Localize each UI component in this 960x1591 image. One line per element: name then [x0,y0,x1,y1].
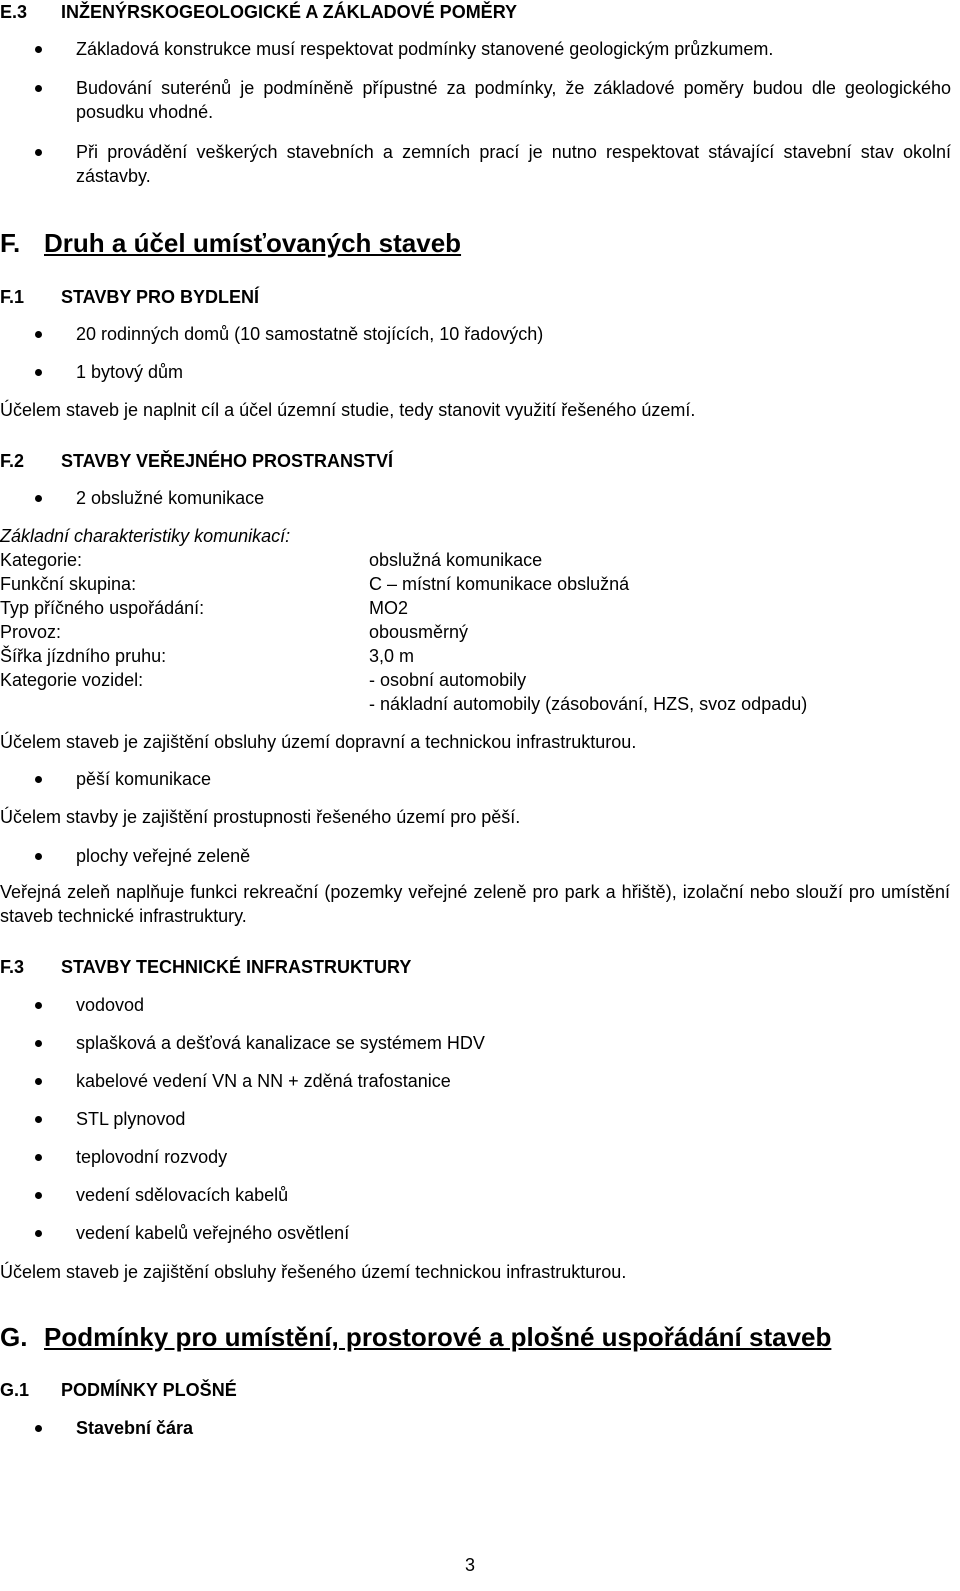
bullet-icon [35,331,42,338]
section-number: F.1 [0,287,25,307]
section-title: STAVBY VEŘEJNÉHO PROSTRANSTVÍ [61,451,394,471]
list-item-text: plochy veřejné zeleně [76,846,251,866]
bullet-icon [35,1002,42,1009]
characteristic-row-continued [0,692,960,716]
bullet-icon [35,1078,42,1085]
chapter-title: Druh a účel umísťovaných staveb [44,228,462,258]
bullet-icon [35,853,42,860]
bullet-icon [35,1230,42,1237]
bullet-icon [35,46,42,53]
characteristic-label: Funkční skupina: [0,574,137,594]
list-item-text: teplovodní rozvody [76,1147,228,1167]
characteristics-heading: Základní charakteristiky komunikací: [0,526,291,546]
list-item-text: Stavební čára [76,1418,194,1438]
list-item-text: vedení sdělovacích kabelů [76,1185,289,1205]
list-item-text: vedení kabelů veřejného osvětlení [76,1223,350,1243]
section-number: E.3 [0,2,28,22]
section-number: F.3 [0,957,25,977]
section-heading-f2 [0,449,960,473]
page-number: 3 [465,1555,476,1575]
characteristic-label: Typ příčného uspořádání: [0,598,205,618]
characteristic-row [0,572,960,596]
characteristic-value: - osobní automobily [369,670,527,690]
chapter-number: F. [0,228,21,258]
list-item-text: Budování suterénů je podmíněně přípustné za podmínky, že základové poměry budou dle geologického posudku vhodné. [76,78,951,122]
characteristic-row [0,620,960,644]
section-number: F.2 [0,451,25,471]
bullet-icon [35,1154,42,1161]
characteristic-label: Šířka jízdního pruhu: [0,646,167,666]
characteristic-row [0,644,960,668]
characteristic-row [0,548,960,572]
paragraph: Účelem staveb je zajištění obsluhy území dopravní a technickou infrastrukturou. [0,732,637,752]
section-title: STAVBY TECHNICKÉ INFRASTRUKTURY [61,957,412,977]
bullet-icon [35,776,42,783]
chapter-heading-g [0,1322,960,1352]
chapter-title: Podmínky pro umístění, prostorové a plošné uspořádání staveb [44,1322,832,1352]
characteristic-value: obousměrný [369,622,469,642]
characteristic-value: MO2 [369,598,409,618]
section-heading-e3 [0,0,960,24]
section-heading-f1 [0,285,960,309]
paragraph: Účelem stavby je zajištění prostupnosti řešeného území pro pěší. [0,807,521,827]
paragraph: Účelem staveb je zajištění obsluhy řešeného území technickou infrastrukturou. [0,1262,627,1282]
characteristic-row [0,596,960,620]
section-title: INŽENÝRSKOGEOLOGICKÉ A ZÁKLADOVÉ POMĚRY [61,2,518,22]
bullet-icon [35,85,42,92]
list-item-text: Při provádění veškerých stavebních a zemních prací je nutno respektovat stávající stavební stav okolní zástavby. [76,142,951,186]
list-item-text: kabelové vedení VN a NN + zděná trafostanice [76,1071,451,1091]
section-heading-g1 [0,1378,960,1402]
list-item-text: 2 obslužné komunikace [76,488,265,508]
section-title: STAVBY PRO BYDLENÍ [61,287,260,307]
list-item-text: splašková a dešťová kanalizace se systémem HDV [76,1033,485,1053]
list-item-text: vodovod [76,995,145,1015]
section-number: G.1 [0,1380,30,1400]
section-heading-f3 [0,955,960,979]
paragraph: Veřejná zeleň naplňuje funkci rekreační (pozemky veřejné zeleně pro park a hřiště), izolační nebo slouží pro umístění staveb technické infrastruktury. [0,882,950,926]
characteristic-row [0,668,960,692]
section-title: PODMÍNKY PLOŠNÉ [61,1380,237,1400]
bullet-icon [35,1192,42,1199]
characteristic-value: C – místní komunikace obslužná [369,574,630,594]
characteristic-value: 3,0 m [369,646,415,666]
bullet-icon [35,1425,42,1432]
chapter-number: G. [0,1322,28,1352]
bullet-icon [35,495,42,502]
bullet-icon [35,369,42,376]
chapter-heading-f [0,228,960,258]
characteristic-label: Provoz: [0,622,62,642]
bullet-icon [35,149,42,156]
characteristic-value: obslužná komunikace [369,550,543,570]
list-item-text: STL plynovod [76,1109,186,1129]
paragraph: Účelem staveb je naplnit cíl a účel územní studie, tedy stanovit využití řešeného území. [0,400,696,420]
list-item-text: pěší komunikace [76,769,212,789]
characteristic-label: Kategorie vozidel: [0,670,144,690]
characteristic-value: - nákladní automobily (zásobování, HZS, svoz odpadu) [369,694,808,714]
list-item-text: 20 rodinných domů (10 samostatně stojících, 10 řadových) [76,324,544,344]
characteristic-label: Kategorie: [0,550,83,570]
list-item-text: 1 bytový dům [76,362,184,382]
bullet-icon [35,1040,42,1047]
bullet-icon [35,1116,42,1123]
list-item-text: Základová konstrukce musí respektovat podmínky stanovené geologickým průzkumem. [76,39,774,59]
